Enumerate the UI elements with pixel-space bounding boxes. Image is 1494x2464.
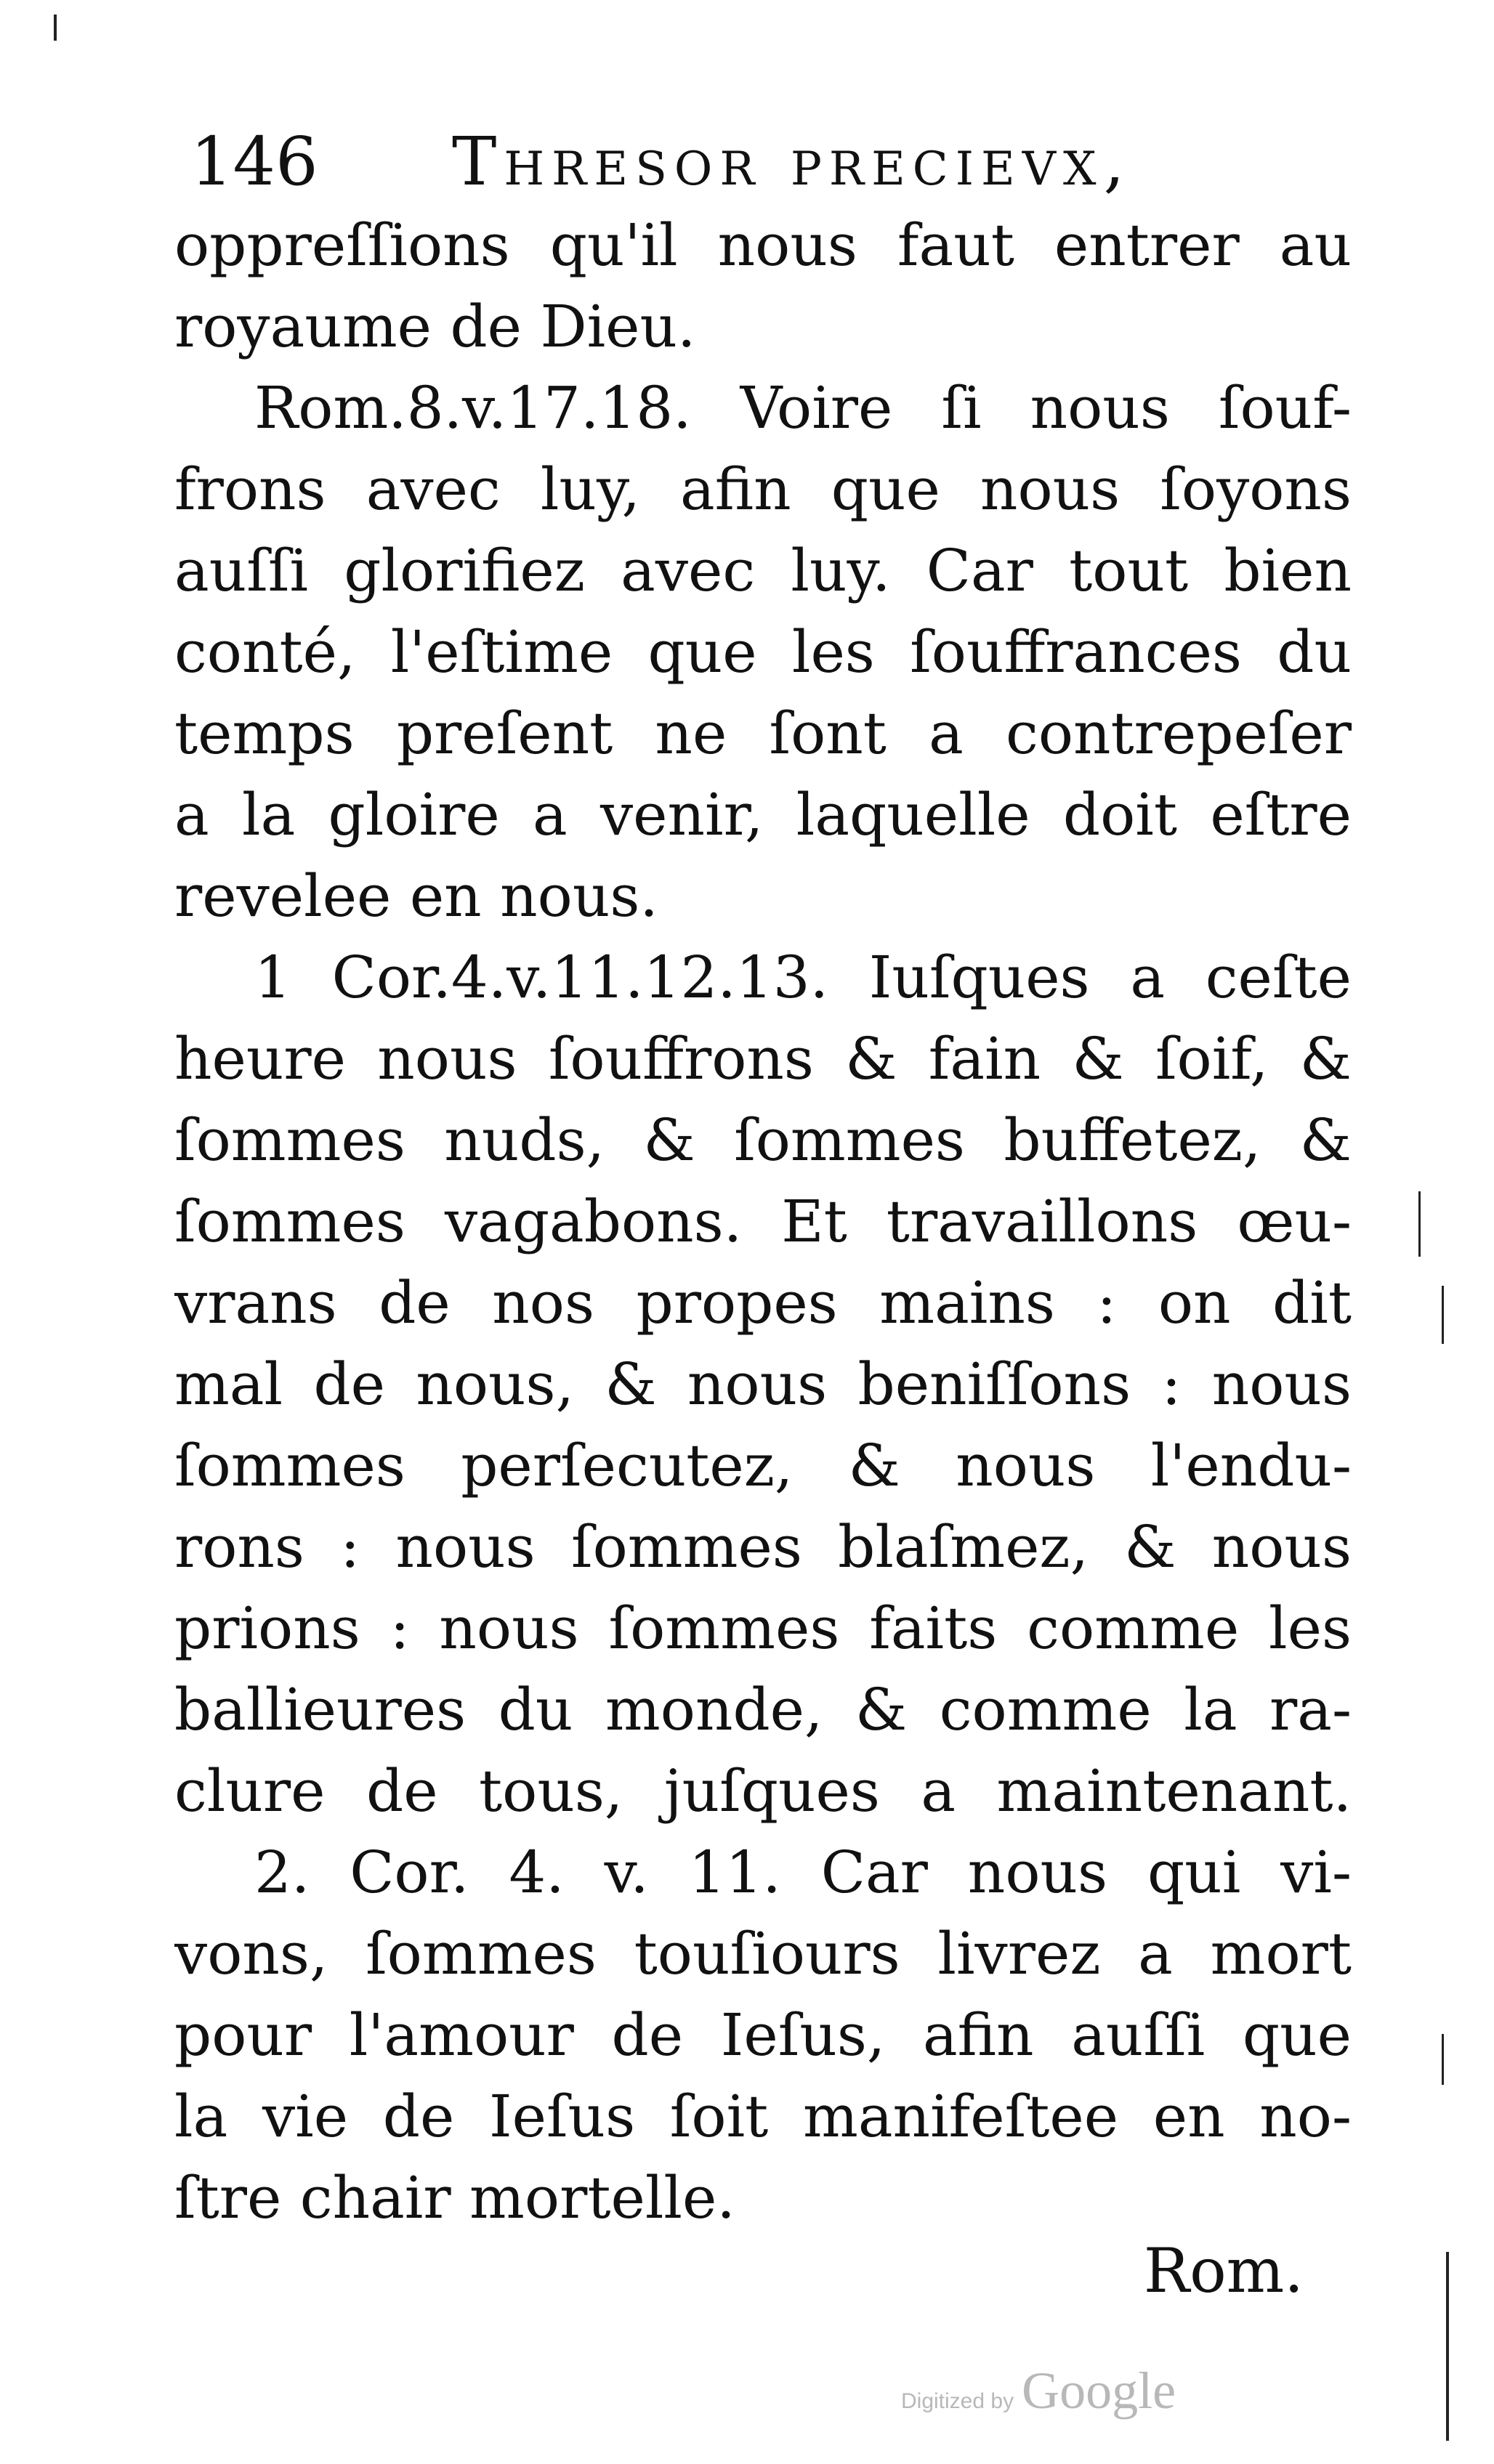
text-line: royaume de Dieu.: [174, 293, 696, 360]
text-line: conté, l'eſtime que les ſouffrances du: [174, 618, 1352, 686]
text-line: oppreſſions qu'il nous faut entrer au: [174, 211, 1352, 279]
scan-edge-mark: [1446, 2252, 1449, 2441]
text-line: temps preſent ne ſont a contrepeſer: [174, 700, 1352, 767]
text-line: mal de nous, & nous beniſſons : nous: [174, 1350, 1352, 1418]
text-line: frons avec luy, afin que nous ſoyons: [174, 455, 1352, 523]
text-line: rons : nous ſommes blaſmez, & nous: [174, 1513, 1352, 1581]
text-line: clure de tous, juſques a maintenant.: [174, 1757, 1352, 1825]
scan-edge-mark: [1442, 2034, 1444, 2085]
text-line: ſtre chair mortelle.: [174, 2164, 735, 2232]
page-number: 146: [190, 123, 318, 200]
text-line: ſommes nuds, & ſommes buffetez, &: [174, 1106, 1352, 1174]
text-line: ballieures du monde, & comme la ra-: [174, 1676, 1352, 1743]
text-line: ſommes perſecutez, & nous l'endu-: [174, 1432, 1352, 1499]
text-line: 2. Cor. 4. v. 11. Car nous qui vi-: [254, 1839, 1352, 1906]
text-line: revelee en nous.: [174, 862, 658, 930]
scan-edge-mark: [1418, 1191, 1421, 1257]
running-title: Thresor precievx,: [452, 123, 1132, 200]
scan-edge-mark: [54, 15, 57, 41]
google-logo: Google: [1022, 2362, 1176, 2420]
text-line: prions : nous ſommes faits comme les: [174, 1594, 1352, 1662]
catchword: Rom.: [1143, 2235, 1304, 2306]
watermark-prefix: Digitized by: [901, 2389, 1014, 2413]
page-header: [190, 122, 1324, 202]
text-line: pour l'amour de Ieſus, afin auſſi que: [174, 2001, 1352, 2069]
text-line: vons, ſommes touſiours livrez a mort: [174, 1920, 1352, 1987]
text-line: auſſi glorifiez avec luy. Car tout bien: [174, 537, 1352, 604]
text-line: vrans de nos propes mains : on dit: [174, 1269, 1352, 1337]
scan-edge-mark: [1442, 1286, 1444, 1344]
text-line: heure nous ſouffrons & fain & ſoif, &: [174, 1025, 1352, 1093]
text-line: a la gloire a venir, laquelle doit eſtre: [174, 781, 1352, 848]
digitized-watermark: [901, 2361, 1176, 2421]
text-line: la vie de Ieſus ſoit manifeſtee en no-: [174, 2083, 1352, 2150]
text-line: Rom.8.v.17.18. Voire ſi nous ſouf-: [254, 374, 1352, 442]
body-text: [174, 205, 1352, 2239]
text-line: ſommes vagabons. Et travaillons œu-: [174, 1188, 1352, 1255]
text-line: 1 Cor.4.v.11.12.13. Iuſques a ceſte: [254, 944, 1352, 1011]
